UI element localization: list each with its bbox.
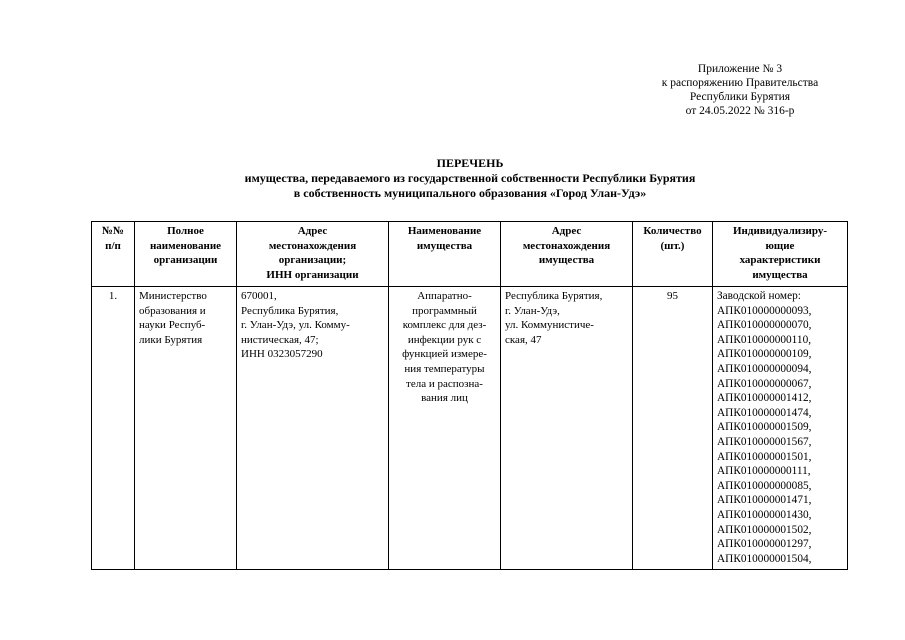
appendix-line: Республики Бурятия [689, 91, 791, 103]
table-header-row [92, 222, 848, 287]
table-row [92, 287, 848, 570]
row-quantity: 95 [633, 287, 713, 570]
header-quantity: Количество (шт.) [633, 222, 713, 287]
header-number: №№ п/п [92, 222, 135, 287]
property-table [91, 221, 848, 570]
title-subtitle-line: имущества, передаваемого из государственной собственности Республики Бурятия [244, 171, 696, 185]
header-property-name: Наименование имущества [389, 222, 501, 287]
row-number: 1. [92, 287, 135, 570]
appendix-line: Приложение № 3 [697, 63, 783, 75]
row-property-address: Республика Бурятия, г. Улан-Удэ, ул. Коммунистиче- ская, 47 [501, 287, 633, 570]
row-org-address: 670001, Республика Бурятия, г. Улан-Удэ, ул. Комму- нистическая, 47; ИНН 0323057290 [237, 287, 389, 570]
row-characteristics: Заводской номер: АПК010000000093, АПК010000000070, АПК010000000110, АПК010000000109, АПК010000000094, АПК010000000067, АПК010000001412, АПК010000001474, АПК010000001509, АПК010000001567, АПК010000001501, АПК010000000111, АПК010000000085, АПК010000001471, АПК010000001430, АПК010000001502, АПК010000001297, АПК010000001504, [713, 287, 848, 570]
header-org-address: Адрес местонахождения организации; ИНН организации [237, 222, 389, 287]
appendix-line: к распоряжению Правительства [661, 77, 819, 89]
row-org-name: Министерство образования и науки Респуб- лики Бурятия [135, 287, 237, 570]
document-title [0, 156, 905, 201]
header-org-name: Полное наименование организации [135, 222, 237, 287]
header-property-address: Адрес местонахождения имущества [501, 222, 633, 287]
appendix-date: от 24.05.2022 № 316-р [685, 105, 795, 117]
title-subtitle-line: в собственность муниципального образования «Город Улан-Удэ» [293, 186, 647, 200]
title-heading: ПЕРЕЧЕНЬ [436, 156, 504, 170]
row-property-name: Аппаратно- программный комплекс для дез- инфекции рук с функцией измере- ния температуры тела и распозна- вания лиц [389, 287, 501, 570]
appendix-note [630, 62, 850, 118]
header-characteristics: Индивидуализиру- ющие характеристики имущества [713, 222, 848, 287]
